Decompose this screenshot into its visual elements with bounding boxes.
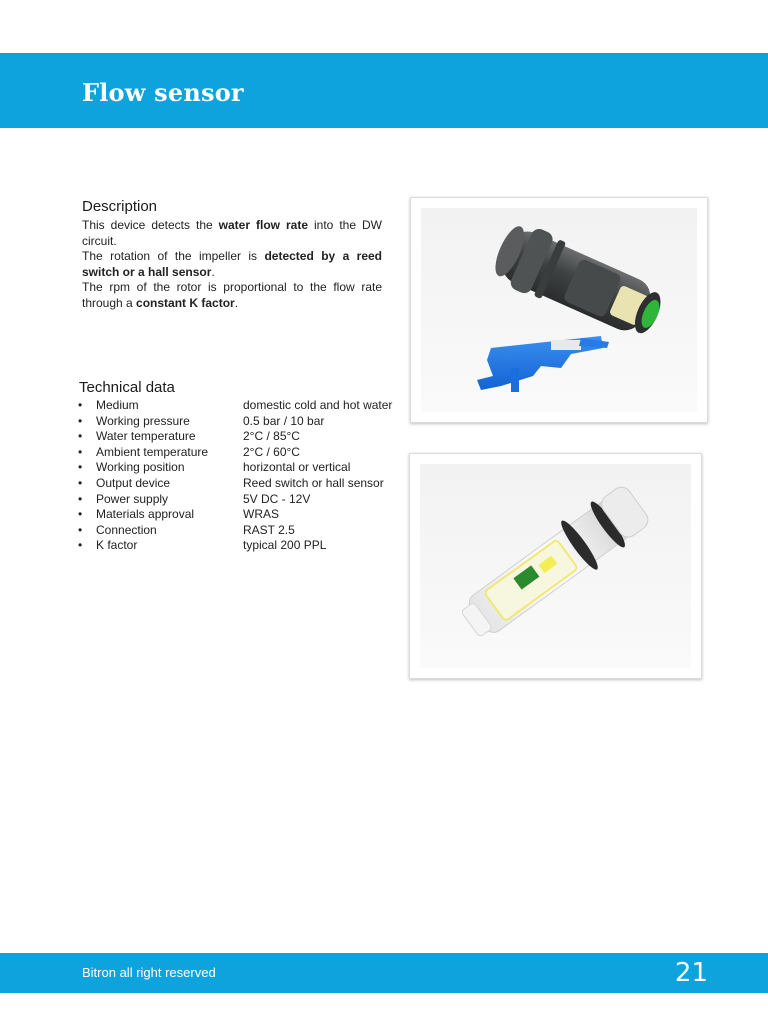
bullet: • — [78, 398, 83, 412]
spec-value: horizontal or vertical — [243, 460, 351, 475]
bullet: • — [78, 475, 83, 490]
spec-value: Reed switch or hall sensor — [243, 475, 384, 490]
blue-bracket — [477, 336, 609, 392]
spec-label: Working pressure — [96, 413, 190, 428]
paragraph-text: The rpm of the rotor is proportional to the flow rate through a — [82, 280, 382, 310]
technical-data-heading: Technical data — [79, 379, 175, 396]
bullet: • — [78, 491, 83, 506]
product-photo-sensor — [410, 197, 708, 423]
photo-background — [421, 208, 697, 412]
housing-body — [453, 478, 656, 648]
paragraph-text: into the DW circuit. — [82, 218, 382, 248]
list-item — [78, 429, 408, 445]
spec-label: Connection — [96, 522, 157, 537]
description-heading: Description — [82, 198, 158, 215]
flow-sensor-illustration — [421, 208, 697, 412]
spec-label: Working position — [96, 460, 185, 475]
bullet: • — [78, 507, 83, 522]
bullet: • — [78, 538, 83, 553]
spec-value: 2°C / 85°C — [243, 429, 300, 444]
paragraph-emphasis: detected by a reed switch or a hall sensor — [82, 249, 383, 279]
sensor-body — [487, 217, 670, 347]
spec-value: 0.5 bar / 10 bar — [243, 413, 325, 428]
spec-label: Materials approval — [96, 507, 195, 522]
page-number: 21 — [674, 958, 708, 988]
spec-label: Medium — [96, 398, 139, 412]
list-item — [78, 476, 408, 492]
paragraph-text: . — [211, 264, 215, 279]
spec-value: typical 200 PPL — [243, 538, 327, 553]
spec-value: 5V DC - 12V — [243, 491, 311, 506]
list-item — [78, 398, 408, 414]
list-item — [78, 507, 408, 523]
description-paragraph — [82, 218, 382, 249]
list-item — [78, 445, 408, 461]
page-title: Flow sensor — [82, 78, 244, 107]
bullet: • — [78, 429, 83, 444]
spec-value: WRAS — [243, 507, 279, 522]
bullet: • — [78, 460, 83, 475]
product-photo-cutaway — [409, 453, 702, 679]
paragraph-emphasis: water flow rate — [218, 218, 308, 232]
spec-label: Ambient temperature — [96, 444, 209, 459]
spec-label: K factor — [96, 538, 138, 553]
list-item — [78, 492, 408, 508]
list-item — [78, 538, 408, 554]
bullet: • — [78, 522, 83, 537]
spec-label: Power supply — [96, 491, 169, 506]
list-item — [78, 414, 408, 430]
paragraph-text: This device detects the — [82, 218, 219, 232]
spec-label: Water temperature — [96, 429, 196, 444]
spec-label: Output device — [96, 475, 171, 490]
list-item — [78, 460, 408, 476]
technical-data-list — [78, 398, 408, 554]
paragraph-emphasis: constant K factor — [136, 295, 235, 310]
paragraph-text: The rotation of the impeller is — [82, 249, 265, 263]
bullet: • — [78, 413, 83, 428]
description-paragraph — [82, 249, 382, 280]
description-body — [82, 218, 382, 311]
spec-value: domestic cold and hot water — [243, 398, 393, 412]
impeller-housing-illustration — [420, 464, 691, 668]
photo-background — [420, 464, 691, 668]
spec-value: 2°C / 60°C — [243, 444, 300, 459]
spec-value: RAST 2.5 — [243, 522, 295, 537]
footer-copyright: Bitron all right reserved — [82, 965, 216, 980]
bullet: • — [78, 444, 83, 459]
description-paragraph — [82, 280, 382, 311]
paragraph-text: . — [234, 295, 239, 310]
list-item — [78, 523, 408, 539]
